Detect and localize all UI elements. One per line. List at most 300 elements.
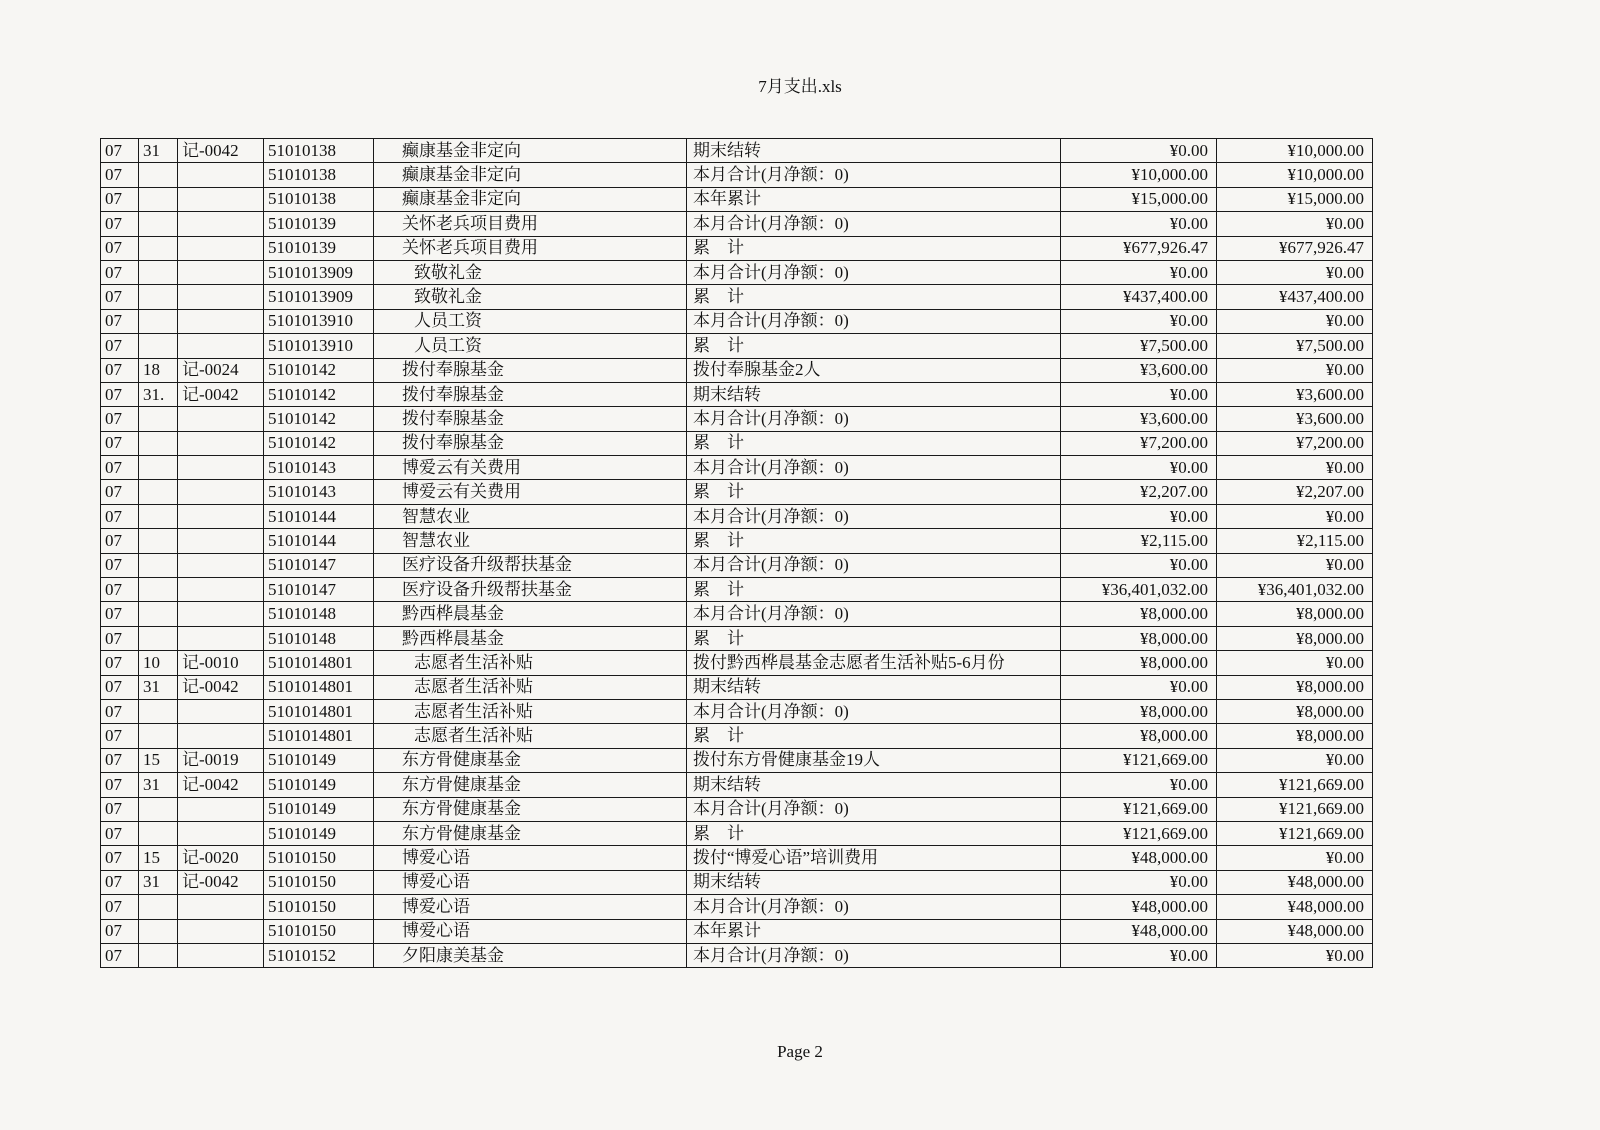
summary-cell: 本月合计(月净额：0) — [687, 456, 1061, 480]
day-cell — [139, 407, 178, 431]
table-row — [101, 504, 1373, 528]
voucher-cell — [178, 578, 264, 602]
month-cell: 07 — [101, 870, 139, 894]
account-code-cell: 51010147 — [264, 578, 374, 602]
account-code-cell: 51010143 — [264, 480, 374, 504]
summary-cell: 本月合计(月净额：0) — [687, 602, 1061, 626]
month-cell: 07 — [101, 334, 139, 358]
voucher-cell — [178, 187, 264, 211]
summary-cell: 累 计 — [687, 285, 1061, 309]
debit-cell: ¥10,000.00 — [1061, 163, 1217, 187]
credit-cell: ¥0.00 — [1217, 651, 1373, 675]
voucher-cell — [178, 602, 264, 626]
voucher-cell — [178, 163, 264, 187]
account-code-cell: 51010149 — [264, 797, 374, 821]
table-row — [101, 773, 1373, 797]
credit-cell: ¥0.00 — [1217, 309, 1373, 333]
account-code-cell: 51010148 — [264, 602, 374, 626]
table-row — [101, 334, 1373, 358]
account-code-cell: 51010150 — [264, 846, 374, 870]
ledger-table — [100, 138, 1373, 968]
account-code-cell: 51010148 — [264, 626, 374, 650]
month-cell: 07 — [101, 821, 139, 845]
table-row — [101, 456, 1373, 480]
summary-cell: 累 计 — [687, 334, 1061, 358]
summary-cell: 本月合计(月净额：0) — [687, 895, 1061, 919]
voucher-cell: 记-0042 — [178, 773, 264, 797]
day-cell — [139, 480, 178, 504]
day-cell — [139, 724, 178, 748]
table-row — [101, 187, 1373, 211]
summary-cell: 本月合计(月净额：0) — [687, 553, 1061, 577]
account-name-cell: 博爱心语 — [374, 846, 687, 870]
table-row — [101, 285, 1373, 309]
summary-cell: 本年累计 — [687, 919, 1061, 943]
account-code-cell: 51010150 — [264, 870, 374, 894]
credit-cell: ¥36,401,032.00 — [1217, 578, 1373, 602]
debit-cell: ¥48,000.00 — [1061, 895, 1217, 919]
voucher-cell — [178, 480, 264, 504]
table-row — [101, 480, 1373, 504]
table-row — [101, 626, 1373, 650]
month-cell: 07 — [101, 553, 139, 577]
account-name-cell: 志愿者生活补贴 — [374, 724, 687, 748]
account-code-cell: 5101014801 — [264, 699, 374, 723]
credit-cell: ¥8,000.00 — [1217, 699, 1373, 723]
account-code-cell: 51010142 — [264, 358, 374, 382]
day-cell — [139, 578, 178, 602]
voucher-cell — [178, 529, 264, 553]
account-name-cell: 博爱心语 — [374, 870, 687, 894]
credit-cell: ¥8,000.00 — [1217, 724, 1373, 748]
debit-cell: ¥0.00 — [1061, 943, 1217, 967]
account-name-cell: 医疗设备升级帮扶基金 — [374, 578, 687, 602]
credit-cell: ¥7,500.00 — [1217, 334, 1373, 358]
ledger-body — [101, 139, 1373, 968]
debit-cell: ¥36,401,032.00 — [1061, 578, 1217, 602]
month-cell: 07 — [101, 212, 139, 236]
voucher-cell: 记-0019 — [178, 748, 264, 772]
account-name-cell: 智慧农业 — [374, 529, 687, 553]
debit-cell: ¥3,600.00 — [1061, 358, 1217, 382]
month-cell: 07 — [101, 773, 139, 797]
credit-cell: ¥8,000.00 — [1217, 626, 1373, 650]
table-row — [101, 382, 1373, 406]
debit-cell: ¥8,000.00 — [1061, 602, 1217, 626]
credit-cell: ¥48,000.00 — [1217, 895, 1373, 919]
account-name-cell: 拨付奉腺基金 — [374, 431, 687, 455]
summary-cell: 累 计 — [687, 724, 1061, 748]
voucher-cell — [178, 456, 264, 480]
table-row — [101, 748, 1373, 772]
summary-cell: 本月合计(月净额：0) — [687, 309, 1061, 333]
summary-cell: 累 计 — [687, 431, 1061, 455]
voucher-cell — [178, 431, 264, 455]
voucher-cell — [178, 236, 264, 260]
summary-cell: 期末结转 — [687, 139, 1061, 163]
summary-cell: 拨付奉腺基金2人 — [687, 358, 1061, 382]
table-row — [101, 309, 1373, 333]
credit-cell: ¥8,000.00 — [1217, 602, 1373, 626]
account-code-cell: 51010147 — [264, 553, 374, 577]
table-row — [101, 212, 1373, 236]
credit-cell: ¥7,200.00 — [1217, 431, 1373, 455]
table-row — [101, 139, 1373, 163]
debit-cell: ¥15,000.00 — [1061, 187, 1217, 211]
summary-cell: 本月合计(月净额：0) — [687, 212, 1061, 236]
credit-cell: ¥15,000.00 — [1217, 187, 1373, 211]
day-cell — [139, 309, 178, 333]
debit-cell: ¥0.00 — [1061, 260, 1217, 284]
table-row — [101, 236, 1373, 260]
account-name-cell: 医疗设备升级帮扶基金 — [374, 553, 687, 577]
credit-cell: ¥0.00 — [1217, 358, 1373, 382]
account-code-cell: 51010150 — [264, 919, 374, 943]
table-row — [101, 943, 1373, 967]
table-row — [101, 675, 1373, 699]
account-code-cell: 51010138 — [264, 139, 374, 163]
account-code-cell: 51010139 — [264, 212, 374, 236]
account-name-cell: 拨付奉腺基金 — [374, 358, 687, 382]
account-name-cell: 人员工资 — [374, 309, 687, 333]
debit-cell: ¥0.00 — [1061, 309, 1217, 333]
debit-cell: ¥0.00 — [1061, 504, 1217, 528]
summary-cell: 累 计 — [687, 626, 1061, 650]
summary-cell: 期末结转 — [687, 382, 1061, 406]
summary-cell: 期末结转 — [687, 773, 1061, 797]
account-name-cell: 东方骨健康基金 — [374, 773, 687, 797]
debit-cell: ¥2,115.00 — [1061, 529, 1217, 553]
month-cell: 07 — [101, 797, 139, 821]
day-cell — [139, 334, 178, 358]
table-row — [101, 578, 1373, 602]
month-cell: 07 — [101, 382, 139, 406]
voucher-cell: 记-0042 — [178, 675, 264, 699]
voucher-cell — [178, 309, 264, 333]
voucher-cell — [178, 407, 264, 431]
voucher-cell — [178, 821, 264, 845]
day-cell: 31 — [139, 870, 178, 894]
debit-cell: ¥2,207.00 — [1061, 480, 1217, 504]
table-row — [101, 260, 1373, 284]
month-cell: 07 — [101, 504, 139, 528]
account-code-cell: 51010150 — [264, 895, 374, 919]
day-cell — [139, 895, 178, 919]
month-cell: 07 — [101, 748, 139, 772]
credit-cell: ¥10,000.00 — [1217, 163, 1373, 187]
table-row — [101, 895, 1373, 919]
credit-cell: ¥8,000.00 — [1217, 675, 1373, 699]
month-cell: 07 — [101, 651, 139, 675]
account-code-cell: 5101014801 — [264, 724, 374, 748]
credit-cell: ¥0.00 — [1217, 553, 1373, 577]
day-cell — [139, 919, 178, 943]
account-code-cell: 5101013909 — [264, 260, 374, 284]
account-code-cell: 5101013910 — [264, 334, 374, 358]
table-row — [101, 602, 1373, 626]
voucher-cell: 记-0010 — [178, 651, 264, 675]
month-cell: 07 — [101, 236, 139, 260]
account-code-cell: 51010144 — [264, 504, 374, 528]
table-row — [101, 699, 1373, 723]
debit-cell: ¥677,926.47 — [1061, 236, 1217, 260]
summary-cell: 本年累计 — [687, 187, 1061, 211]
month-cell: 07 — [101, 626, 139, 650]
account-name-cell: 拨付奉腺基金 — [374, 407, 687, 431]
summary-cell: 拨付“博爱心语”培训费用 — [687, 846, 1061, 870]
summary-cell: 拨付东方骨健康基金19人 — [687, 748, 1061, 772]
day-cell — [139, 699, 178, 723]
credit-cell: ¥48,000.00 — [1217, 870, 1373, 894]
day-cell — [139, 943, 178, 967]
voucher-cell — [178, 943, 264, 967]
credit-cell: ¥2,207.00 — [1217, 480, 1373, 504]
voucher-cell — [178, 699, 264, 723]
account-name-cell: 东方骨健康基金 — [374, 821, 687, 845]
debit-cell: ¥0.00 — [1061, 139, 1217, 163]
debit-cell: ¥0.00 — [1061, 456, 1217, 480]
credit-cell: ¥0.00 — [1217, 943, 1373, 967]
month-cell: 07 — [101, 309, 139, 333]
account-name-cell: 博爱心语 — [374, 919, 687, 943]
account-name-cell: 关怀老兵项目费用 — [374, 236, 687, 260]
month-cell: 07 — [101, 285, 139, 309]
voucher-cell — [178, 553, 264, 577]
day-cell — [139, 821, 178, 845]
table-row — [101, 870, 1373, 894]
day-cell — [139, 602, 178, 626]
summary-cell: 拨付黔西桦晨基金志愿者生活补贴5-6月份 — [687, 651, 1061, 675]
account-name-cell: 人员工资 — [374, 334, 687, 358]
day-cell — [139, 236, 178, 260]
account-name-cell: 东方骨健康基金 — [374, 797, 687, 821]
account-name-cell: 志愿者生活补贴 — [374, 699, 687, 723]
voucher-cell — [178, 212, 264, 236]
debit-cell: ¥121,669.00 — [1061, 821, 1217, 845]
day-cell — [139, 529, 178, 553]
day-cell: 31. — [139, 382, 178, 406]
table-row — [101, 919, 1373, 943]
month-cell: 07 — [101, 602, 139, 626]
debit-cell: ¥0.00 — [1061, 870, 1217, 894]
voucher-cell — [178, 334, 264, 358]
summary-cell: 本月合计(月净额：0) — [687, 504, 1061, 528]
day-cell: 31 — [139, 773, 178, 797]
table-row — [101, 724, 1373, 748]
debit-cell: ¥7,500.00 — [1061, 334, 1217, 358]
summary-cell: 本月合计(月净额：0) — [687, 797, 1061, 821]
debit-cell: ¥121,669.00 — [1061, 748, 1217, 772]
credit-cell: ¥48,000.00 — [1217, 919, 1373, 943]
account-code-cell: 51010149 — [264, 821, 374, 845]
account-name-cell: 黔西桦晨基金 — [374, 602, 687, 626]
account-code-cell: 51010142 — [264, 431, 374, 455]
debit-cell: ¥48,000.00 — [1061, 846, 1217, 870]
month-cell: 07 — [101, 260, 139, 284]
table-row — [101, 163, 1373, 187]
debit-cell: ¥8,000.00 — [1061, 626, 1217, 650]
summary-cell: 累 计 — [687, 821, 1061, 845]
month-cell: 07 — [101, 358, 139, 382]
day-cell: 31 — [139, 675, 178, 699]
credit-cell: ¥0.00 — [1217, 504, 1373, 528]
summary-cell: 累 计 — [687, 578, 1061, 602]
summary-cell: 本月合计(月净额：0) — [687, 407, 1061, 431]
month-cell: 07 — [101, 919, 139, 943]
table-row — [101, 846, 1373, 870]
account-name-cell: 志愿者生活补贴 — [374, 651, 687, 675]
voucher-cell — [178, 797, 264, 821]
day-cell — [139, 163, 178, 187]
table-row — [101, 821, 1373, 845]
credit-cell: ¥121,669.00 — [1217, 821, 1373, 845]
credit-cell: ¥0.00 — [1217, 748, 1373, 772]
credit-cell: ¥2,115.00 — [1217, 529, 1373, 553]
debit-cell: ¥0.00 — [1061, 382, 1217, 406]
credit-cell: ¥3,600.00 — [1217, 382, 1373, 406]
month-cell: 07 — [101, 895, 139, 919]
voucher-cell — [178, 895, 264, 919]
month-cell: 07 — [101, 675, 139, 699]
table-row — [101, 651, 1373, 675]
debit-cell: ¥7,200.00 — [1061, 431, 1217, 455]
account-code-cell: 51010139 — [264, 236, 374, 260]
month-cell: 07 — [101, 431, 139, 455]
credit-cell: ¥0.00 — [1217, 260, 1373, 284]
summary-cell: 期末结转 — [687, 870, 1061, 894]
account-code-cell: 51010142 — [264, 382, 374, 406]
day-cell — [139, 504, 178, 528]
voucher-cell: 记-0024 — [178, 358, 264, 382]
day-cell: 15 — [139, 846, 178, 870]
account-code-cell: 5101013910 — [264, 309, 374, 333]
voucher-cell — [178, 919, 264, 943]
month-cell: 07 — [101, 846, 139, 870]
month-cell: 07 — [101, 529, 139, 553]
account-name-cell: 癫康基金非定向 — [374, 187, 687, 211]
page-number: Page 2 — [777, 1042, 823, 1061]
debit-cell: ¥0.00 — [1061, 773, 1217, 797]
day-cell — [139, 626, 178, 650]
debit-cell: ¥437,400.00 — [1061, 285, 1217, 309]
credit-cell: ¥10,000.00 — [1217, 139, 1373, 163]
debit-cell: ¥8,000.00 — [1061, 699, 1217, 723]
account-name-cell: 博爱心语 — [374, 895, 687, 919]
month-cell: 07 — [101, 407, 139, 431]
account-code-cell: 51010144 — [264, 529, 374, 553]
voucher-cell: 记-0042 — [178, 382, 264, 406]
account-code-cell: 51010149 — [264, 773, 374, 797]
account-name-cell: 博爱云有关费用 — [374, 456, 687, 480]
page-title: 7月支出.xls — [758, 77, 842, 96]
month-cell: 07 — [101, 187, 139, 211]
credit-cell: ¥0.00 — [1217, 846, 1373, 870]
credit-cell: ¥677,926.47 — [1217, 236, 1373, 260]
credit-cell: ¥121,669.00 — [1217, 773, 1373, 797]
account-name-cell: 癫康基金非定向 — [374, 163, 687, 187]
voucher-cell — [178, 285, 264, 309]
day-cell: 18 — [139, 358, 178, 382]
month-cell: 07 — [101, 578, 139, 602]
debit-cell: ¥0.00 — [1061, 675, 1217, 699]
voucher-cell — [178, 504, 264, 528]
account-name-cell: 志愿者生活补贴 — [374, 675, 687, 699]
day-cell — [139, 431, 178, 455]
summary-cell: 本月合计(月净额：0) — [687, 163, 1061, 187]
account-name-cell: 癫康基金非定向 — [374, 139, 687, 163]
day-cell — [139, 285, 178, 309]
table-row — [101, 529, 1373, 553]
month-cell: 07 — [101, 699, 139, 723]
summary-cell: 本月合计(月净额：0) — [687, 260, 1061, 284]
voucher-cell — [178, 260, 264, 284]
debit-cell: ¥8,000.00 — [1061, 651, 1217, 675]
table-row — [101, 553, 1373, 577]
day-cell — [139, 187, 178, 211]
month-cell: 07 — [101, 456, 139, 480]
credit-cell: ¥437,400.00 — [1217, 285, 1373, 309]
account-code-cell: 51010138 — [264, 163, 374, 187]
summary-cell: 本月合计(月净额：0) — [687, 699, 1061, 723]
account-name-cell: 夕阳康美基金 — [374, 943, 687, 967]
day-cell: 31 — [139, 139, 178, 163]
account-code-cell: 51010149 — [264, 748, 374, 772]
table-row — [101, 797, 1373, 821]
table-row — [101, 431, 1373, 455]
account-code-cell: 5101014801 — [264, 675, 374, 699]
debit-cell: ¥0.00 — [1061, 212, 1217, 236]
summary-cell: 期末结转 — [687, 675, 1061, 699]
voucher-cell: 记-0042 — [178, 870, 264, 894]
account-name-cell: 致敬礼金 — [374, 285, 687, 309]
voucher-cell: 记-0020 — [178, 846, 264, 870]
account-code-cell: 5101014801 — [264, 651, 374, 675]
day-cell — [139, 797, 178, 821]
debit-cell: ¥8,000.00 — [1061, 724, 1217, 748]
summary-cell: 本月合计(月净额：0) — [687, 943, 1061, 967]
summary-cell: 累 计 — [687, 529, 1061, 553]
summary-cell: 累 计 — [687, 480, 1061, 504]
debit-cell: ¥121,669.00 — [1061, 797, 1217, 821]
account-code-cell: 5101013909 — [264, 285, 374, 309]
account-name-cell: 拨付奉腺基金 — [374, 382, 687, 406]
day-cell: 10 — [139, 651, 178, 675]
account-name-cell: 博爱云有关费用 — [374, 480, 687, 504]
account-code-cell: 51010142 — [264, 407, 374, 431]
day-cell: 15 — [139, 748, 178, 772]
voucher-cell: 记-0042 — [178, 139, 264, 163]
account-code-cell: 51010138 — [264, 187, 374, 211]
summary-cell: 累 计 — [687, 236, 1061, 260]
account-code-cell: 51010143 — [264, 456, 374, 480]
account-name-cell: 东方骨健康基金 — [374, 748, 687, 772]
debit-cell: ¥3,600.00 — [1061, 407, 1217, 431]
day-cell — [139, 260, 178, 284]
credit-cell: ¥0.00 — [1217, 456, 1373, 480]
voucher-cell — [178, 626, 264, 650]
account-code-cell: 51010152 — [264, 943, 374, 967]
account-name-cell: 致敬礼金 — [374, 260, 687, 284]
month-cell: 07 — [101, 480, 139, 504]
account-name-cell: 黔西桦晨基金 — [374, 626, 687, 650]
account-name-cell: 智慧农业 — [374, 504, 687, 528]
debit-cell: ¥48,000.00 — [1061, 919, 1217, 943]
month-cell: 07 — [101, 139, 139, 163]
month-cell: 07 — [101, 943, 139, 967]
credit-cell: ¥0.00 — [1217, 212, 1373, 236]
credit-cell: ¥3,600.00 — [1217, 407, 1373, 431]
account-name-cell: 关怀老兵项目费用 — [374, 212, 687, 236]
